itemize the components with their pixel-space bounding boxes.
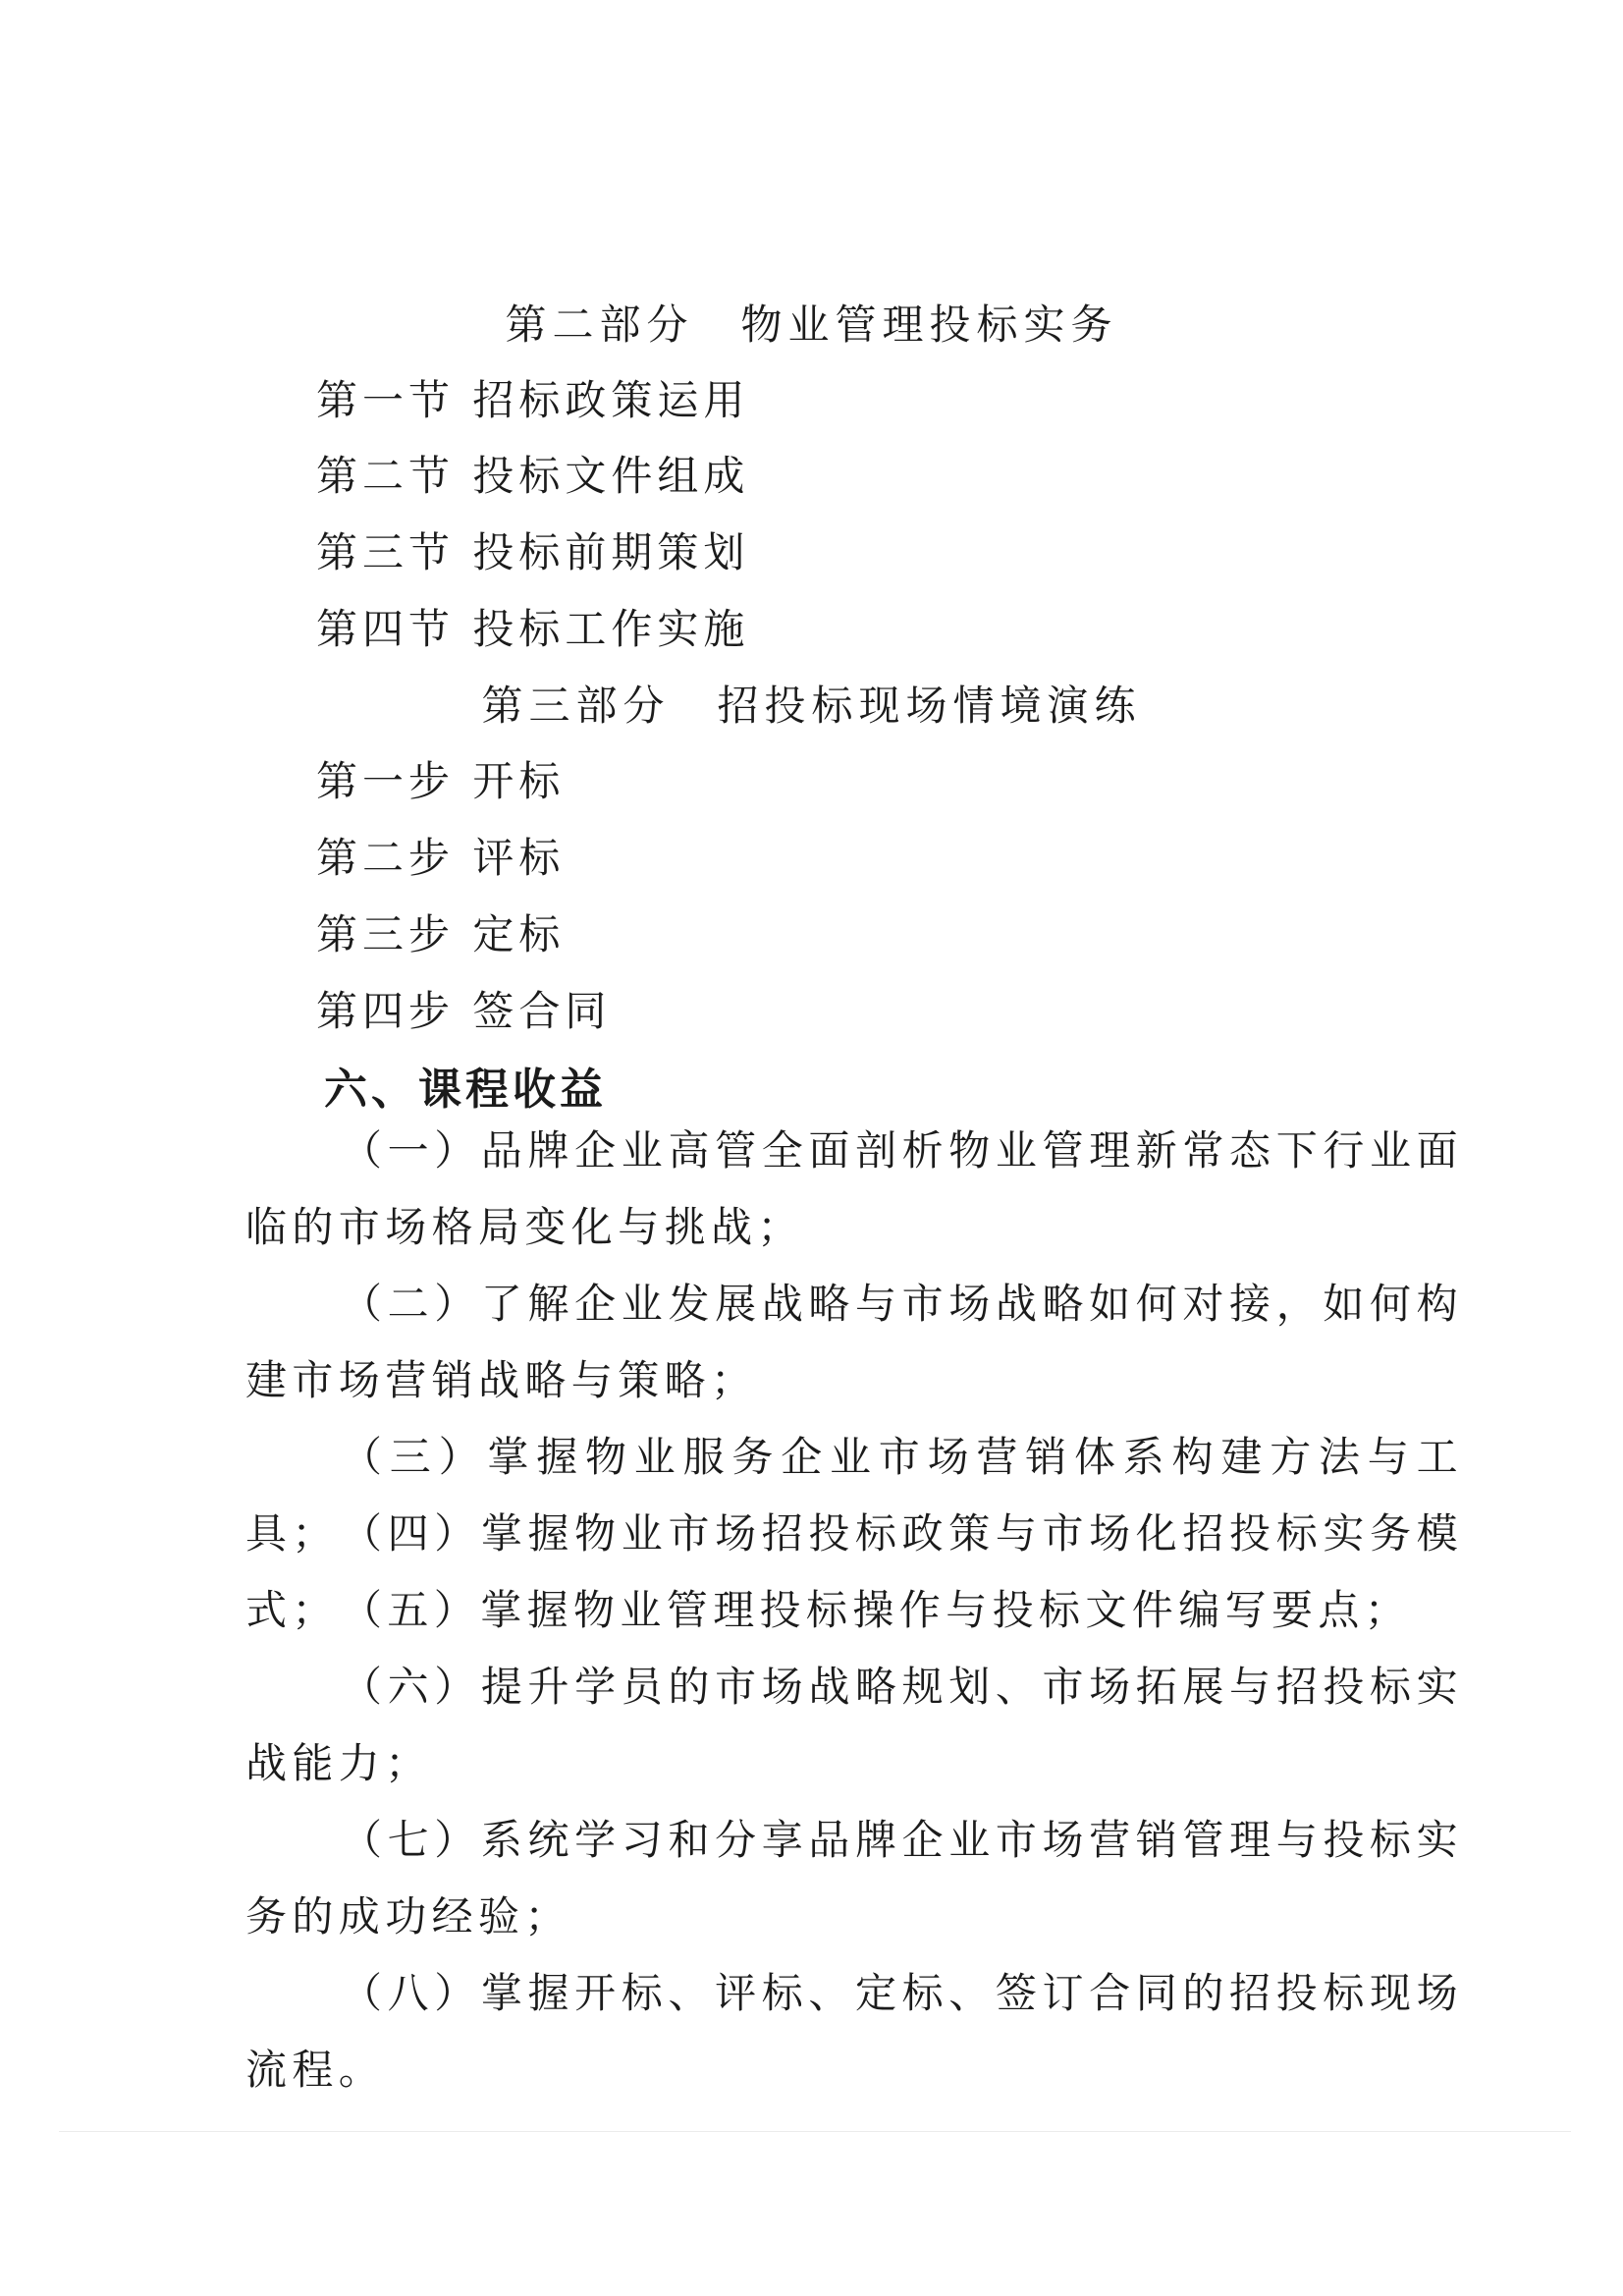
part-two-section-3: 第三节 投标前期策划 (316, 528, 750, 576)
part-three-step-1: 第一步 开标 (316, 757, 566, 805)
part-three-step-4: 第四步 签合同 (316, 987, 612, 1035)
benefit-paragraph-1: （一）品牌企业高管全面剖析物业管理新常态下行业面临的市场格局变化与挑战； (245, 1126, 1463, 1251)
benefit-paragraph-4: （四）掌握物业市场招投标政策与市场化招投标实务模式； (245, 1509, 1463, 1634)
part-two-title: 第二部分 物业管理投标实务 (505, 301, 1118, 349)
part-three-step-2: 第二步 评标 (316, 834, 566, 882)
benefit-paragraph-2: （二）了解企业发展战略与市场战略如何对接，如何构建市场营销战略与策略； (245, 1280, 1463, 1404)
part-three-step-3: 第三步 定标 (316, 910, 566, 958)
part-two-section-4: 第四节 投标工作实施 (316, 605, 750, 653)
benefit-paragraph-6: （六）提升学员的市场战略规划、市场拓展与招投标实战能力； (245, 1663, 1463, 1787)
benefit-paragraph-3: （三）掌握物业服务企业市场营销体系构建方法与工具； (245, 1433, 1463, 1558)
benefit-paragraph-7: （七）系统学习和分享品牌企业市场营销管理与投标实务的成功经验； (245, 1816, 1463, 1941)
scan-edge-line (59, 2131, 1571, 2132)
part-two-section-1: 第一节 招标政策运用 (316, 376, 750, 424)
benefit-paragraph-8: （八）掌握开标、评标、定标、签订合同的招投标现场流程。 (245, 1969, 1463, 2094)
part-two-section-2: 第二节 投标文件组成 (316, 452, 750, 500)
course-benefits-heading: 六、课程收益 (324, 1065, 607, 1115)
benefit-paragraph-5: （五）掌握物业管理投标操作与投标文件编写要点； (341, 1586, 1412, 1634)
part-three-title: 第三部分 招投标现场情境演练 (481, 682, 1142, 730)
